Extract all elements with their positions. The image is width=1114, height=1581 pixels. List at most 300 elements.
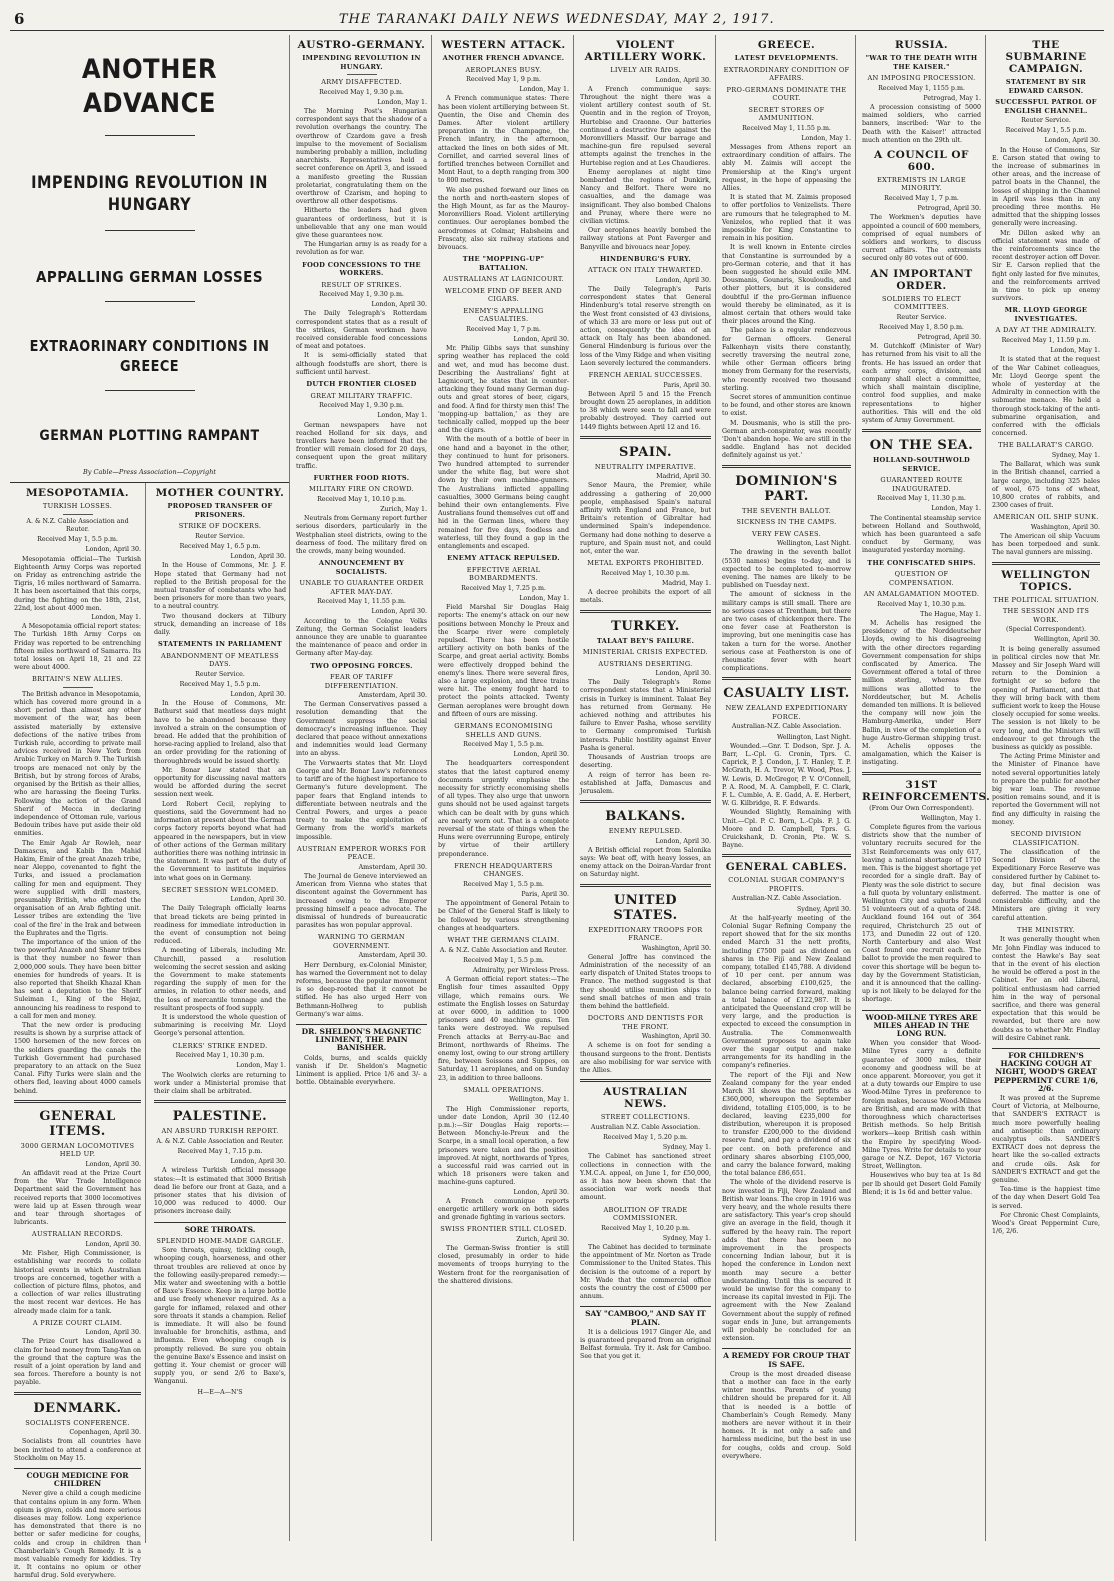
subhead-warning: WARNING TO GERMAN GOVERNMENT. [317, 933, 405, 950]
advertisement-sore-throats [154, 1222, 286, 1397]
article-paragraph: M. Achelis has resigned the presidency of the Norddeutscher Lloyds, owing to his disagreeing with the other directors regarding Government compensation for ships confiscated by America. The Government offered a total of three million sterling, whereas five millions was allotted to the Norddeutscher, but M. Achelis demanded ten millions. It is believed the company will now join the Hamburg-Amerika, under Herr Ballin, in view of the completion of a huge Austro-German shipping trust. M. Achelis opposes the amalgamation, which the Kaiser is instigating. [862, 620, 981, 767]
dateline: Wellington, May 1. [921, 814, 981, 822]
advertisement-sheldon [296, 1024, 427, 1087]
subhead-pro-germans: PRO-GERMANS DOMINATE THE COURT. [726, 85, 847, 102]
advert-title: COUGH MEDICINE FOR CHILDREN [26, 1471, 129, 1489]
dateline: London, May 1. [236, 1062, 286, 1070]
subhead-crisis: MINISTERIAL CRISIS EXPECTED. [582, 648, 709, 657]
article-paragraph: M. Dousmanis, who is still the pro-German arch-conspirator, was recently 'Don't abandon hope. We are still in the saddle. England has not decided definitely against us yet.' [722, 419, 851, 460]
dateline: London, April 30. [513, 335, 569, 343]
subhead-political: THE POLITICAL SITUATION. [993, 595, 1099, 604]
dateline: London, April 30. [85, 1240, 141, 1248]
column-1b [150, 483, 286, 1543]
advert-text: Colds, burns, and scalds quickly vanish if Dr. Sheldon's Magnetic Liniment is applied. Price 1/6 and 3/- a bottle. Obtainable everywhere. [296, 1054, 427, 1087]
subhead-italy: ATTACK ON ITALY THWARTED. [588, 266, 703, 275]
dateline: London, April 30. [371, 608, 427, 616]
subhead-aeroplanes: AEROPLANES BUSY. [465, 65, 542, 74]
received-line: Received May 1, 5.5 p.m. [463, 741, 544, 748]
advert-text: Tea-time is the happiest time of the day when Desert Gold Tea is served. [992, 1186, 1100, 1210]
received-line: Received May 1, 5.5 p.m. [1005, 127, 1087, 135]
advertisement-croup [722, 1348, 851, 1461]
advert-text: When you consider that Wood-Milne Tyres carry a definite guarantee of 3000 miles, their economy and goodness will be at once apparent. Moreover, you get it at a duty towards our Empire to use Wood-Milne Tyres in preference to foreign makes, because Wood-Milnes are British, and are made with that thoroughness which characterises British methods. So help British workers—keep British cash within the Empire by specifying Wood-Milne Tyres. Write for details to your garage or N.Z. Depot, 167 Victoria Street, Wellington. [862, 1040, 981, 1171]
dateline: London, April 30. [513, 1188, 569, 1196]
subhead-route: GUARANTEED ROUTE INAUGURATED. [880, 476, 963, 493]
article-paragraph: The Vorwaerts states that Mr. Lloyd George and Mr. Bonar Law's references to tariff are of the highest importance to Germany's future development. The paper fears that England intends to differentiate between neutrals and the Central Powers, and urges a peace treaty to make the exploitation of Germany from the world's markets impossible. [296, 759, 427, 841]
article-paragraph: Our aeroplanes heavily bombed the railway stations at Pont Faverger and Banyville and bivouacs near Jopey. [580, 227, 711, 251]
subhead-military-fire: MILITARY FIRE ON CROWD. [309, 485, 414, 494]
dateline: London, April 30. [1044, 137, 1100, 145]
dateline: London, April 30. [230, 691, 286, 699]
article-paragraph: The amount of sickness in the military camps is still small. There are no serious cases at Trentham, but there are two cases of chickenpox there. The one fever case at Featherston is improving, but one meningitis case has taken a turn for the worse. Another serious case at Featherston is one of rheumatic fever with heart complications. [722, 591, 851, 673]
subhead-food: FOOD CONCESSIONS TO THE WORKERS. [302, 260, 421, 278]
article-paragraph: The importance of the union of the two powerful Anazeh and Shamr tribes is that they number no fewer than 2,000,000 souls. They have been bitter enemies for hundreds of years. It is also reported that Sheikh Khazal Khan has sent a deputation to the Sherif Suleiman I., King of the Hejaz, announcing his readiness to respond to a call for men and money. [14, 938, 141, 1020]
article-paragraph: Mr. Dillon asked why an official statement was made of the reinforcements since the recent destroyer action off Dover. Sir E. Carson replied that the fight only lasted for five minutes, and the reinforcements arrived in time to pick up enemy survivors. [992, 229, 1100, 303]
subhead-hindenburg: HINDENBURG'S FURY. [600, 254, 691, 263]
article-paragraph: An affidavit read at the Prize Court from the War Trade Intelligence Department said the Government has received reports that 3000 locomotives were laid up at Essen through wear and tear through shortages of lubricants. [14, 1170, 141, 1227]
subhead-sugar: COLONIAL SUGAR COMPANY'S PROFITS. [728, 876, 845, 893]
article-paragraph: A reign of terror has been re-established at Jaffa, Damascus and Jerusalem. [580, 771, 711, 795]
section-submarine: THE SUBMARINE CAMPAIGN. [1005, 39, 1087, 75]
dateline: Admiralty, per Wireless Press. [472, 966, 569, 974]
section-wellington-topics: WELLINGTON TOPICS. [1001, 568, 1091, 593]
dateline: The Hague, May 1. [920, 610, 981, 618]
article-paragraph: The drawing in the seventh ballot (5530 names) begins to-day, and is expected to be completed to-morrow evening. The names are likely to be published on Tuesday next. [722, 549, 851, 590]
article-paragraph: In the House of Commons, Sir E. Carson stated that owing to the increase of submarines in other areas, and the increase of patrol boats in the Channel, the losses of shipping in the Channel in April was less than in any preceding three months. He admitted that the shipping losses generally were increasing. [992, 146, 1100, 228]
subhead-latest: LATEST DEVELOPMENTS. [734, 54, 839, 62]
dateline: Wellington, May 1. [509, 1096, 569, 1104]
article-paragraph: The Cabinet has decided to terminate the appointment of Mr. Norton as Trade Commissioner to the United States. This decision is the outcome of a report by Mr. Wade that the commercial office costs the country the cost of £5000 per annum. [580, 1244, 711, 1301]
article-paragraph: The High Commissioner reports, under date London, April 30 (12.40 p.m.):—Sir Douglas Haig reports:—Between Monchy-le-Preux and the Scarpe, in a small local operation, a few prisoners were taken and the position improved. At night, northwards of Ypres, a successful raid was carried out in which 18 prisoners were taken and machine-guns captured. [438, 1105, 569, 1187]
section-mother-country: MOTHER COUNTRY. [155, 487, 285, 500]
dateline: London, May 1. [519, 86, 569, 94]
article-paragraph: A procession consisting of 5000 maimed soldiers, who carried banners, inscribed: 'War to the Death with the Kaiser!' attracted much attention on the 29th ult. [862, 103, 981, 144]
column-4 [576, 35, 716, 1541]
subhead-ballarat: THE BALLARAT'S CARGO. [998, 441, 1094, 450]
dateline: London, April 30. [230, 896, 286, 904]
subhead-prize-court: A PRIZE COURT CLAIM. [32, 1318, 123, 1327]
article-paragraph: The whole of the dividend reserve is now invested in Fiji, New Zealand and British war loans. The crop in 1916 was very heavy, and the whole results there are satisfactory. This year's crop should give an average in the field, though it suffered by the heavy rain. The report adds that there has been no improvement in the prospects concerning Indian labour, but it is hoped the conference in London next month may secure a better understanding. Until this is secured it would be unwise for the company to increase its capital invested in Fiji. The agreement with the New Zealand Government about the supply of refined sugar ends in June, but arrangements will probably be concluded for an extension. [722, 1179, 851, 1343]
advertisement-wood-milne [862, 1010, 981, 1197]
subhead-secret-session: SECRET SESSION WELCOMED. [161, 885, 279, 894]
article-paragraph: German newspapers have not reached Holland for six days, and travellers have been informed that the frontier will remain closed for 20 days, consequent upon the great military traffic. [296, 421, 427, 470]
dateline: Zurich, April 30. [516, 1235, 569, 1243]
section-australian-news: AUSTRALIAN NEWS. [603, 1086, 688, 1111]
article-paragraph: It is stated that M. Zaimis proposed to offer portfolios to Venizelists. There are rumours that he telegraphed to M. Venizelos, who replied that it was impossible for King Constantine to remain in his position. [722, 194, 851, 243]
section-austro-germany: AUSTRO-GERMANY. [297, 39, 426, 51]
received-line: Received May 1, 9.30 p.m. [319, 291, 404, 299]
dateline: Sydney, May 1. [662, 1234, 711, 1242]
dateline: London, April 30. [655, 76, 711, 84]
received-line: Received May 1, 10.20 p.m. [601, 1224, 690, 1232]
subhead-amalgamation: AN AMALGAMATION MOOTED. [863, 590, 980, 599]
subhead-important-order: AN IMPORTANT ORDER. [870, 267, 973, 292]
article-paragraph: M. Gutchkoff (Minister of War) has returned from his visit to all the fronts. He has issued an order that each army corps, division, and company shall elect a committee, which shall maintain discipline, control food supplies, and make representations to higher authorities. This will end the old system of Army Government. [862, 343, 981, 424]
subhead-small-operations: SMALL OPERATIONS. [463, 1085, 544, 1094]
section-western-attack: WESTERN ATTACK. [441, 39, 566, 51]
dateline: London, May 1. [519, 594, 569, 602]
dateline: Madrid, May 1. [661, 579, 711, 587]
article-paragraph: With the mouth of a bottle of beer in one hand and a bayonet in the other, they continued to hunt for prisoners. Two hundred attempted to surrender under the white flag, but were shot down by their own machine-gunners. The Australians inflicted appalling casualties, 3000 Germans being caught behind their own entanglements. Five Australians found themselves cut off and hid in the German lines, where they remained for five days, foodless and waterless, till they found a gap in the entanglements and escaped. [438, 436, 569, 551]
section-mesopotamia: MESOPOTAMIA. [25, 487, 130, 500]
received-line: Received May 1, 5.5 p.m. [463, 880, 544, 888]
subhead-turkish-losses: TURKISH LOSSES. [42, 502, 113, 511]
subhead-nzef: NEW ZEALAND EXPEDITIONARY FORCE. [725, 704, 848, 721]
dateline: London, April 30. [655, 276, 711, 284]
column-1 [10, 35, 290, 1580]
article-paragraph: The Daily Telegraph's Rotterdam correspondent states that as a result of the strikes, German workmen have received considerable food concessions of meat and potatoes. [296, 310, 427, 351]
subhead-doctors: DOCTORS AND DENTISTS FOR THE FRONT. [587, 1014, 704, 1031]
article-paragraph: It is well known in Entente circles that Constantine is surrounded by a pro-German coterie, and that it has been suggested he should exile MM. Dousmanis, Gounaris, Skouloudis, and other plotters, but it is considered doubtful if the pro-German influence would thereby be eliminated, as it is almost certain that others would take their places around the King. [722, 244, 851, 326]
source-line: Australian N.Z. Cable Association. [590, 1123, 701, 1131]
article-paragraph: Socialists from all countries have been invited to attend a conference at Stockholm on May 15. [14, 1438, 141, 1462]
article-paragraph: Mesopotamia official—The Turkish Eighteenth Army Corps was reported on Friday as entrenching astride the Tigris, 16 miles northward of Samarra. It has been ascertained that this corps, during the fighting on the 18th, 21st, 22nd, lost about 4000 men. [14, 555, 141, 612]
subhead-statements: STATEMENTS IN PARLIAMENT [157, 640, 283, 649]
source-line: (Special Correspondent). [1005, 626, 1087, 634]
article-paragraph: Secret stores of ammunition continue to be found, and other stores are known to exist. [722, 394, 851, 418]
subhead-enemy-repulsed: ENEMY REPULSED. [608, 827, 683, 836]
received-line: Received May 1, 10.10 p.m. [317, 495, 406, 503]
dateline: Amsterdam, April 30. [358, 952, 427, 960]
received-line: Received May 1, 11.55 p.m. [742, 124, 831, 132]
dateline: Amsterdam, April 30. [358, 692, 427, 700]
dateline: Sydney, May 1. [1051, 451, 1100, 459]
subhead-seventh-ballot: THE SEVENTH BALLOT. [742, 506, 831, 515]
subhead-food-riots: FURTHER FOOD RIOTS. [313, 473, 410, 482]
received-line: Received May 1, 7 p.m. [884, 194, 959, 202]
article-paragraph: Enemy aeroplanes at night time bombarded the regions of Dunkirk, Nancy and Belfort. There were no casualties, and the damage was insignificant. They also bombed Chalons and Prunay, where there were no civilian victims. [580, 168, 711, 225]
column-2 [292, 35, 432, 1541]
article-paragraph: The headquarters correspondent states that the latest captured enemy documents urgently emphasise the necessity for strictly economising shells of all types. They also urge that unworn guns should not be used against targets which can be dealt with by guns which are nearly worn out. That is a complete reversal of the state of things when the Huns were overrunning Europe, entirely by virtue of their artillery preponderance. [438, 760, 569, 858]
dateline: Washington, April 30. [1030, 523, 1100, 531]
subhead-strikes: RESULT OF STRIKES. [321, 280, 402, 289]
article-paragraph: The Journal de Geneve interviewed an American from Vienna who states that discontent against the Government has increased owing to the Emperor pressing himself a peace advocate. The dismissal of hundreds of bureaucratic parasites has won popular approval. [296, 872, 427, 930]
source-line: Reuter Service. [195, 670, 245, 678]
article-paragraph: The Daily Telegraph officially learns that bread tickets are being printed in readiness for immediate introduction in the event of consumption not being reduced. [154, 905, 286, 946]
subhead-traffic: GREAT MILITARY TRAFFIC. [310, 391, 413, 400]
section-casualty-list: CASUALTY LIST. [723, 686, 850, 702]
dateline: London, April 30. [371, 301, 427, 309]
received-line: Received May 1, 6.5 p.m. [179, 542, 261, 550]
advertisement-sanders [992, 1048, 1100, 1236]
subhead-dutch-frontier: DUTCH FRONTIER CLOSED [306, 380, 417, 389]
article-paragraph: The Prize Court has disallowed a claim for head money from Tang-Yan on the ground that the capture was the result of a joint operation by land and sea forces. Therefore a bounty is not payable. [14, 1338, 141, 1387]
section-dominions-part: DOMINION'S PART. [735, 473, 838, 504]
article-paragraph: Complete figures from the various districts show that the number of voluntary recruits secured for the 31st Reinforcements was only 617, leaving a national shortage of 1710 men. This is the biggest shortage yet recorded for a single draft. Bay of Plenty was the sole district to secure a full quota by voluntary enlistment. Wellington City and suburbs found 51 volunteers out of a quota of 248. Auckland found 164 out of 364 required, Christchurch 25 out of 173, and Dunedin 22 out of 120. North Canterbury and also West Coast found one recruit each. The ballot to provide the men required to cover this shortage will be begun to-day by the Government Statistician, and it is announced that the calling-up is not likely to be delayed for the shortage. [862, 824, 981, 1004]
page-number: 6 [14, 10, 26, 28]
subhead-casualties: ENEMY'S APPALLING CASUALTIES. [463, 306, 544, 324]
subhead-carson: STATEMENT BY SIR EDWARD CARSON. [1005, 78, 1087, 95]
article-paragraph: A German official report states:—The English four times assaulted Oppy village, which remains ours. We estimate the English losses on Saturday at over 6000, in addition to 1000 prisoners and 40 machine guns. Ten tanks were destroyed. We repulsed French attacks at Berry-au-Bac and Brimont, northwards of Rheims. The enemy lost, owing to our strong artillery fire, between Soissons and Suppes, on Saturday, 11 aeroplanes, and on Sunday 23, in addition to three balloons. [438, 976, 569, 1082]
source-line: Australian-N.Z. Cable Association. [731, 895, 842, 903]
subhead-clerks: CLERKS' STRIKE ENDED. [172, 1041, 268, 1050]
subhead-germans-claim: WHAT THE GERMANS CLAIM. [447, 936, 560, 945]
section-palestine: PALESTINE. [172, 1109, 268, 1125]
subhead-sickness: SICKNESS IN THE CAMPS. [736, 518, 837, 527]
dateline: London, April 30. [513, 751, 569, 759]
article-paragraph: A decree prohibits the export of all metals. [580, 589, 711, 605]
subhead-abolition: ABOLITION OF TRADE COMMISSIONER. [603, 1205, 688, 1223]
subhead-council: A COUNCIL OF 600. [874, 148, 969, 173]
subhead-talaat: TALAAT BEY'S FAILURE. [596, 636, 695, 645]
article-paragraph: Senor Maura, the Premier, while addressing a gathering of 20,000 people, emphasised Spain's natural affinity with England and France, but Britain's retention of Gibraltar had undermined Spain's independence. Germany had done nothing to deserve a rupture, and Spain must not, and could not, enter the war. [580, 482, 711, 556]
subhead-socialists: SOCIALISTS CONFERENCE. [25, 1418, 130, 1427]
article-paragraph: That the new order is producing results is shown by a surprise attack of 1500 horsemen of the new forces on the soldiers guarding the canals the Turkish Government had purchased preparatory to an attack on the Suez Canal. Fifty Turks were slain and the others fled, leaving about 4000 camels behind. [14, 1021, 141, 1095]
subhead-aerial-successes: FRENCH AERIAL SUCCESSES. [588, 371, 703, 379]
advert-text: Sore throats, quinsy, tickling cough, whooping cough, hoarseness, and other throat troubles are relieved at once by the following easily-prepared remedy:—Mix water and sweetening with a bottle of Baxe's Essence. Keep in a large bottle and use freely whenever required. As a gargle for inflamed, relaxed and other sore throats it stands a champion. Relief is immediate. It will also be found invaluable for bronchitis, asthma, and influenza. Even whooping cough is promptly relieved. Be sure you obtain the genuine Baxe's Essence and insist on getting it. Your chemist or grocer will supply you, or send 2/6 to Baxe's, Wanganui. [154, 1247, 286, 1386]
column-1a [14, 483, 146, 1580]
article-paragraph: We also pushed forward our lines on the north and north-eastern slopes of the High Mount, as far as the Mauroy-Moronvilliers Road. Violent artillerying continues. Our aeroplanes bombed the aerodromes at Colmar, Habsheim and Frascaty, also six railway stations and bivouacs. [438, 186, 569, 252]
subhead-prisoners: PROPOSED TRANSFER OF PRISONERS. [167, 502, 273, 519]
dateline: Washington, April 30. [641, 944, 711, 952]
article-paragraph: Wounded Slightly, Remaining with Unit.—Cpl. P. C. Born, L.-Cpls. F. J. G. Moore and D. Campbell, Tprs. G. Cruickshank, D. Cronin, Pte. W. S. Bayne. [722, 809, 851, 850]
article-paragraph: The Daily Telegraph's Paris correspondent states that General Hindenburg's total reserve strength on the West front consisted of 43 divisions, of which 33 are more or less put out of action, consequently the idea of an attack on Italy has been abandoned. General Hindenburg is furious over the loss of the Vimy Ridge and when visiting Laon severely lectured the commanders. [580, 285, 711, 367]
source-line: Reuter Service. [195, 532, 245, 540]
advert-title: FOR CHILDREN'S HACKING COUGH AT NIGHT, WOOD'S GREAT PEPPERMINT CURE 1/6, 2/6. [993, 1050, 1099, 1093]
dateline: Madrid, April 30. [656, 473, 711, 481]
subhead-army: ARMY DISAFFECTED. [321, 78, 402, 86]
received-line: Received May 1, 11.59 p.m. [1001, 336, 1091, 344]
subhead-compensation: QUESTION OF COMPENSATION. [889, 570, 954, 587]
article-paragraph: The appointment of General Petain to be Chief of the General Staff is likely to be followed by various strengthening changes at headquarters. [438, 900, 569, 932]
headline-german-losses: APPALLING GERMAN LOSSES [35, 268, 264, 286]
dateline: London, April 30. [655, 670, 711, 678]
subhead-procession: AN IMPOSING PROCESSION. [867, 74, 976, 82]
subhead-admiralty: A DAY AT THE ADMIRALTY. [995, 326, 1097, 335]
subhead-repulsed: ENEMY ATTACK REPULSED. [447, 554, 560, 563]
dateline: Petrograd, April 30. [917, 333, 981, 341]
article-paragraph: Hitherto the leaders had given guarantees of orderliness, but it is unbelievable that any one man would give these guarantees now. [296, 207, 427, 239]
subhead-meatless: ABANDONMENT OF MEATLESS DAYS. [161, 651, 279, 669]
source-line: (From Our Own Correspondent). [869, 804, 974, 812]
received-line: Received May 1, 5.20 p.m. [603, 1133, 688, 1141]
advert-sign: H—E—A—N'S [197, 1388, 243, 1396]
advert-title: DR. SHELDON'S MAGNETIC LINIMENT, THE PAIN BANISHER. [301, 1026, 422, 1053]
dateline: Petrograd, April 30. [917, 205, 981, 213]
dateline: London, April 30. [85, 1329, 141, 1337]
headline-greece: EXTRAORINARY CONDITIONS IN GREECE [29, 337, 270, 375]
received-line: Received May 1, 9.30 p.m. [319, 402, 404, 410]
article-paragraph: The classification of the Second Division of the Expeditionary Force Reserve was considered further by Cabinet to-day, but final decision was deferred. The matter is one of considerable difficulty, and the Ministers are giving it very careful attention. [992, 849, 1100, 922]
section-reinforcements: 31ST REINFORCEMENTS. [862, 778, 991, 803]
dateline: London, April 30. [230, 1158, 286, 1166]
subhead-revolution: IMPENDING REVOLUTION IN HUNGARY. [302, 54, 421, 71]
dateline: London, May 1. [931, 505, 981, 513]
article-paragraph: The Emir Agab Ar Rowleh, near Damascus, and Kabib Ibn Mahid Hakim, Emir of the great Anazeh tribe, near Aleppo, covenanted to fight the Turks, and issued a proclamation calling for men and equipment. They were supplied with drill masters, presumably British, who effected the organisation of an Arab fighting unit. Lesser tribes are extending the 'live coal of the fire' in the Irak and between the Euphrates and the Tigris. [14, 839, 141, 937]
article-paragraph: A scheme is on foot for sending a thousand surgeons to the front. Dentists are also mobilising for war service with the Allies. [580, 1042, 711, 1075]
advert-text: Never give a child a cough medicine that contains opium in any form. When opium is given, colds and more serious diseases may follow. Long experience has demonstrated that there is no better or safer medicine for coughs, colds and croup in children than Chamberlain's Cough Remedy. It is a most valuable remedy for kiddies. Try it. It contains no opium or other harmful drug. Sold everywhere. [14, 1490, 141, 1580]
masthead-title: THE TARANAKI DAILY NEWS WEDNESDAY, MAY 2, 1917. [338, 11, 775, 27]
article-paragraph: The palace is a regular rendezvous for German officers. General Falkenhayn visits there constantly, secretly traversing the neutral zone, while other German officers bring money from Germany for the reservists, who recently received two thousand sterling. [722, 327, 851, 392]
article-paragraph: Field Marshal Sir Douglas Haig reports: The enemy's attack on our new positions between Monchy le Preux and the Scarpe river were completely repulsed. There has been hostile artillery activity on both banks of the Scarpe, and great aerial activity. Bombs were effectively dropped behind the enemy's lines. There were several fires, also a large explosion, and three trains were hit. The enemy fought hard to protect the points attacked. Twenty German aeroplanes were brought down and fifteen of ours are missing. [438, 604, 569, 718]
subhead-few-cases: VERY FEW CASES. [751, 529, 822, 538]
column-5 [718, 35, 856, 1541]
subhead-war-to-death: "WAR TO THE DEATH WITH THE KAISER." [865, 54, 978, 71]
source-line: A. & N.Z. Cable Association and Reuter. [156, 1137, 284, 1145]
article-paragraph: The German Conservatives passed a resolution demanding that the Government suppress the social democracy's increasing influence. They declared that peace without annexations and indemnities would lead Germany into an abyss. [296, 701, 427, 758]
section-spain: SPAIN. [619, 444, 672, 460]
dateline: Sydney, May 1. [662, 1144, 711, 1152]
received-line: Received May 1, 10.30 p.m. [877, 600, 966, 608]
section-united-states: UNITED STATES. [613, 892, 678, 923]
subhead-french-advance: ANOTHER FRENCH ADVANCE. [442, 54, 565, 62]
subhead-shells: GERMANS ECONOMISING SHELLS AND GUNS. [454, 722, 553, 739]
received-line: Received May 1, 5.5 p.m. [463, 956, 544, 964]
subhead-locomotives: 3000 GERMAN LOCOMOTIVES HELD UP. [20, 1141, 135, 1159]
section-greece: GREECE. [757, 39, 816, 51]
article-paragraph: It was generally thought when Mr. John Findlay was induced to contest the Hawke's Bay seat that in the event of his election he would be offered a post in the Cabinet. For an old Liberal, political enthusiasm had carried him in the way of personal sacrifice, and there was general expectation that this would be rewarded, but there are now doubts as to whether Mr. Findlay will desire Cabinet rank. [992, 936, 1100, 1042]
advert-text: Housewives who buy tea at 1s 8d per lb should get Desert Gold Family Blend; it is 1s 6d and better value. [862, 1172, 981, 1196]
article-paragraph: The American oil ship Vacuum has been torpedoed and sunk. The naval gunners are missing. [992, 533, 1100, 557]
article-paragraph: Wounded.—Gnr. T. Dodson, Spr. J. A. Barr, L.-Cpl. G. Cronin, Tprs. C. Caprick, P. J. Condon, J. T. Hanley, T. P. McGrath, H. A. Trevor, W. Wood, Ptes. J. W. Lewis, D. McGregor, P. V. O'Connell, P. A. Rood, M. A. Campbell, F. C. Clark, F. L. Cumble, A. E. Gadd, A. E. Herbert, W. G. Kilbridge, R. F. Edwards. [722, 742, 851, 808]
subhead-street-collections: STREET COLLECTIONS. [600, 1113, 691, 1122]
advert-text: It is a delicious 1917 Ginger Ale, and is guaranteed prepared from an original Belfast formula. Try it. Ask for Camboo. See that you get it. [580, 1328, 711, 1361]
column-3 [434, 35, 574, 1541]
byline: By Cable—Press Association—Copyright [82, 468, 217, 476]
article-paragraph: The Morning Post's Hungarian correspondent says that the shadow of a revolution overhangs the country. The overthrow of Czardom gave a fresh impulse to the movement of Socialism numbering probably a million, including anarchists. Representatives held a secret conference on April 3, and issued a manifesto greeting the Russian proletariat, congratulating them on the overthrow of Czarism, and hoping to overthrow all other despotisms. [296, 107, 427, 206]
source-line: Australian-N.Z. Cable Association. [731, 723, 842, 731]
headline-german-plotting: GERMAN PLOTTING RAMPANT [39, 428, 260, 444]
dateline: Zurich, May 1. [380, 505, 427, 513]
subhead-metal-exports: METAL EXPORTS PROHIBITED. [587, 559, 704, 568]
received-line: Received May 1, 7.25 p.m. [461, 584, 546, 592]
section-general-items: GENERAL ITEMS. [39, 1108, 116, 1139]
article-paragraph: Between April 5 and 15 the French brought down 25 aeroplanes, in addition to 38 which were seen to fall and were probably destroyed. They carried out 1449 flights between April 12 and 16. [580, 390, 711, 431]
article-paragraph: The Daily Telegraph's Rome correspondent states that a Ministerial crisis in Turkey is imminent. Talaat Bey has returned from Germany. He achieved nothing and attributes his failure to Enver Pasha, whose servility to Germany compromised Turkish interests. Public hostility against Enver Pasha is general. [580, 679, 711, 752]
article-paragraph: The Woolwich clerks are returning to work under a Ministerial promise that their claim shall be arbitrated. [154, 1071, 286, 1095]
article-paragraph: Mr. Bonar Law stated that an opportunity for discussing naval matters would be afforded during the secret session next week. [154, 766, 286, 799]
subhead-tariff: FEAR OF TARIFF DIFFERENTIATION. [324, 673, 399, 690]
article-paragraph: The British advance in Mesopotamia, which has covered more ground in a short period than almost any other movement of the war, has been assisted materially by extensive defections of the native tribes from Turkish rule, according to private mail advices received in New York from Arabic Turkey on March 9. The Turkish troops are menaced not only by the British, but by strong forces of Arabs, organised by the British as their allies, who are harassing the fleeing Turks. Following the action of the Grand Sherif of Mecca in declaring independence of Ottoman rule, various Bedouin tribes have put aside their old enmities. [14, 690, 141, 838]
advert-title: SAY "CAMBOO," AND SAY IT PLAIN. [585, 1309, 706, 1327]
dateline: Paris, April 30. [663, 381, 711, 389]
subhead-swiss-frontier: SWISS FRONTIER STILL CLOSED. [440, 1225, 567, 1234]
section-general-cables: GENERAL CABLES. [725, 861, 848, 874]
article-paragraph: A wireless Turkish official message states:—It is estimated that 3000 British dead lie before our front at Gaza, and a prisoner states that his division of 10,000 was reduced to 4000. Our prisoners increase daily. [154, 1167, 286, 1216]
received-line: Received May 1, 9.30 p.m. [319, 88, 404, 96]
subhead-order: UNABLE TO GUARANTEE ORDER AFTER MAY-DAY. [299, 579, 424, 596]
received-line: Received May 1, 11.55 p.m. [317, 598, 406, 606]
section-balkans: BALKANS. [605, 809, 686, 825]
subhead-holland: HOLLAND-SOUTHWOLD SERVICE. [873, 456, 970, 473]
dateline: Wellington, Last Night. [776, 733, 851, 741]
subhead-patrol: SUCCESSFUL PATROL OF ENGLISH CHANNEL. [995, 98, 1097, 115]
article-paragraph: The Workmen's deputies have appointed a council of 600 members, comprised of equal numbers of soldiers and workers, to discuss current affairs. The extremists secured only 80 votes out of 600. [862, 214, 981, 263]
received-line: Received May 1, 5.5 p.m. [179, 680, 261, 688]
subhead-bombardments: EFFECTIVE AERIAL BOMBARDMENTS. [466, 565, 541, 583]
received-line: Received May 1, 9 p.m. [466, 76, 541, 83]
subhead-deserting: AUSTRIANS DESERTING. [598, 659, 693, 668]
dateline: Paris, April 30. [521, 891, 569, 899]
article-paragraph: The Hungarian army is as ready for a revolution as for war. [296, 241, 427, 257]
article-paragraph: In the House of Commons, Mr. Bathurst said that meatless days might have to be abandoned because they involved a strain on the consumption of bread. He added that the prohibition of horse-racing applied to Ireland, also that an order providing for the rationing of thoroughbreds would be issued shortly. [154, 700, 286, 765]
article-paragraph: It is being generally assumed in political circles now that Mr. Massey and Sir Joseph Ward will return to the Dominion a fortnight or so before the opening of Parliament, and that they will bring back with them sufficient work to keep the House closely occupied for some weeks. The session is not likely to be very long, and the Ministers will endeavour to get through the business as quickly as possible. [992, 645, 1100, 751]
dateline: London, May 1. [801, 134, 851, 142]
source-line: A. & N.Z. Cable Association and Reuter. [439, 946, 568, 954]
article-paragraph: A meeting of Liberals, including Mr. Churchill, passed a resolution welcoming the secret session and asking the Government to make statements regarding the supply of men for the armies, in relation to other needs, and the loss of mercantile tonnage and the resultant prospects of food supply. [154, 947, 286, 1012]
columns [10, 31, 1104, 1580]
subhead-air-raids: LIVELY AIR RAIDS. [610, 66, 681, 74]
dateline: Washington, April 30. [641, 1033, 711, 1041]
subhead-oil-ship: AMERICAN OIL SHIP SUNK. [993, 513, 1099, 522]
article-paragraph: Messages from Athens report an extraordinary condition of affairs. The ably M. Zaimis will accept the Premiership at the King's urgent request, in the hope of appeasing the Allies. [722, 143, 851, 192]
subhead-session: THE SESSION AND ITS WORK. [1002, 607, 1090, 624]
article-paragraph: According to the Cologne Volks Zeitung, the German Socialist leaders announce they are unable to guarantee the maintenance of peace and order in Germany after May-day. [296, 617, 427, 658]
advert-text: For Chronic Chest Complaints, Wood's Great Peppermint Cure, 1/6, 2/6. [992, 1211, 1100, 1236]
subhead-committees: SOLDIERS TO ELECT COMMITTEES. [881, 294, 962, 312]
advert-title: SORE THROATS. [184, 1224, 256, 1234]
masthead [10, 8, 1104, 31]
subhead-confiscated: THE CONFISCATED SHIPS. [867, 558, 976, 567]
dateline: London, May 1. [377, 412, 427, 420]
advertisement-cough [14, 1468, 141, 1581]
subhead-extraordinary: EXTRAORDINARY CONDITION OF AFFAIRS. [723, 65, 850, 82]
dateline: Wellington, April 30. [1034, 636, 1100, 644]
article-paragraph: The Ballarat, which was sunk in the British channel, carried a large cargo, including 325 bales of wool, 675 tons of wheat, 10,800 crates of rabbits, and 2300 cases of fruit. [992, 461, 1100, 510]
article-paragraph: It is stated that at the request of the War Cabinet colleagues, Mr. Lloyd George spent the whole of yesterday at the Admiralty in connection with the submarine menace. He held a thorough stock-taking of the anti-submarine organisation, and conferred with the officials concerned. [992, 356, 1100, 438]
dateline: London, April 30. [85, 1160, 141, 1168]
article-paragraph: The Acting Prime Minister and the Minister of Finance have noted several opportunities lately to prepare the public for another big war loan. The revenue position remains sound, and it is reported the Government will not find any difficulty in raising the money. [992, 753, 1100, 826]
subhead-headquarters: FRENCH HEADQUARTERS CHANGES. [454, 861, 553, 879]
dateline: Petrograd, May 1. [923, 94, 981, 102]
section-turkey: TURKEY. [611, 618, 680, 634]
subhead-australian-records: AUSTRALIAN RECORDS. [31, 1230, 124, 1239]
subhead-dockers: STRIKE OF DOCKERS. [178, 522, 262, 531]
subhead-mopping-up: THE "MOPPING-UP" BATTALION. [462, 255, 545, 272]
article-paragraph: Mr. Fisher, High Commissioner, is establishing war records to collate historical events in which Australian troops are concerned, together with a collection of picture films, photos, and a collection of war relics illustrating the most recent war devices. He has already made claim for a tank. [14, 1250, 141, 1315]
article-paragraph: Thousands of Austrian troops are deserting. [580, 754, 711, 770]
subhead-new-allies: BRITAIN'S NEW ALLIES. [31, 675, 124, 684]
received-line: Received May 1, 10.30 p.m. [601, 569, 690, 577]
subhead-ministry: THE MINISTRY. [1017, 925, 1075, 934]
dateline: London, May 1. [1050, 347, 1100, 355]
column-7 [988, 35, 1104, 1541]
section-russia: RUSSIA. [894, 39, 949, 51]
subhead-emperor: AUSTRIAN EMPEROR WORKS FOR PEACE. [296, 844, 427, 862]
advert-title: WOOD-MILNE TYRES ARE MILES AHEAD IN THE LONG RUN. [865, 1012, 978, 1038]
article-paragraph: Neutrals from Germany report further serious disorders, particularly in the Westphalian steel districts, owing to the dearness of food. The military fired on the crowds, many being wounded. [296, 515, 427, 555]
article-paragraph: A French communique reports energetic artillery work on both sides and grenade fighting in various sectors. [438, 1197, 569, 1222]
received-line: Received May 1, 10.30 p.m. [175, 1052, 265, 1060]
article-paragraph: The report of the Fiji and New Zealand company for the year ended March 31 shows the nett profits as £360,000, whereupon the September dividend, totalling £105,000, is to be declared, leaving £235,000 for distribution, whereupon it is proposed to transfer £200,000 to the dividend reserve fund, and pay a dividend of six per cent. on both preference and ordinary shares absorbing £105,000, and carry the balance forward, making the total balance £86,651. [722, 1071, 851, 1178]
article-paragraph: The German-Swiss frontier is still closed, presumably in order to hide movements of troops hurrying to the Western front for the reorganisation of the shattered divisions. [438, 1245, 569, 1285]
article-paragraph: The Continental steamship service between Holland and Southwold, which has been guaranteed a safe conduct by Germany, was inaugurated yesterday morning. [862, 514, 981, 555]
received-line: Received May 1, 7 p.m. [466, 325, 541, 333]
headline-hungary: IMPENDING REVOLUTION IN HUNGARY [31, 173, 268, 214]
dateline: London, April 30. [655, 837, 711, 845]
dateline: Amsterdam, April 30. [358, 863, 427, 871]
subhead-announcement: ANNOUNCEMENT BY SOCIALISTS. [318, 559, 405, 576]
dateline: London, May 1. [377, 98, 427, 106]
dateline: Copenhagen, April 30. [69, 1429, 141, 1437]
source-line: A. & N.Z. Cable Association and Reuter. [26, 517, 129, 533]
advert-text: Croup is the most dreaded disease that a mother can face in the early winter months. Parents of young children should be prepared for it. All that is needed is a bottle of Chamberlain's Cough Remedy. Many mothers are never without it in their homes. It is not only a safe and harmless medicine, but the best in use for coughs, colds and croup. Sold everywhere. [722, 1370, 851, 1460]
dateline: London, April 30. [230, 553, 286, 561]
advert-subtitle: SPLENDID HOME-MADE GARGLE. [156, 1236, 284, 1245]
advertisement-camboo [580, 1306, 711, 1361]
received-line: Received May 1, 8.50 p.m. [879, 323, 964, 331]
article-paragraph: It is semi-officially stated that although foodstuffs are short, there is sufficient until harvest. [296, 352, 427, 376]
section-denmark: DENMARK. [33, 1400, 122, 1416]
article-paragraph: At the half-yearly meeting of the Colonial Sugar Refining Company the report showed that for the six months ended March 31 the nett profits, including £7500 paid as dividend on shares in the Fiji and New Zealand company, totalled £145,788. A dividend of 10 per cent. per annum was declared, absorbing £100,625, the balance being carried forward, making a total balance of £122,987. It is anticipated the Queensland crop will be very large, and the production is expected to exceed the consumption in Australia. The Commonwealth Government proposes to again take over the sugar output and make arrangements for its handling in the company's refineries. [722, 914, 851, 1070]
source-line: Reuter Service. [896, 313, 947, 321]
article-paragraph: Lord Robert Cecil, replying to questions, said the Government had no information at present about the German corps factory reports beyond what had appeared in the newspapers, but in view of other actions of the German military authorities there was nothing intrinsic in the statement. It was part of the duty of the Government to institute inquiries into what goes on in Germany. [154, 800, 286, 882]
article-paragraph: A British official report from Salonika says: We beat off, with heavy losses, an enemy attack on the Doiran-Vardar front on Saturday night. [580, 846, 711, 879]
advert-text: It was proved at the Supreme Court of Victoria, at Melbourne, that SANDER'S EXTRACT is much more powerfully healing and antiseptic than ordinary eucalyptus oils. SANDER'S EXTRACT does not depress the heart like the so-called extracts and crude oils. Ask for SANDER'S EXTRACT and get the genuine. [992, 1095, 1100, 1185]
column-6 [858, 35, 991, 1541]
article-paragraph: General Joffre has convinced the Administration of the necessity of an early dispatch of United States troops to France. The method suggested is that they should utilise munition ships to send small batches of men and train them behind the battlefield. [580, 953, 711, 1011]
dateline: London, May 1. [91, 613, 141, 621]
article-paragraph: The Cabinet has sanctioned street collections in connection with the Y.M.C.A. appeal, on June 1, for £50,000, as it has now been shown that the association war work needs that amount. [580, 1153, 711, 1202]
